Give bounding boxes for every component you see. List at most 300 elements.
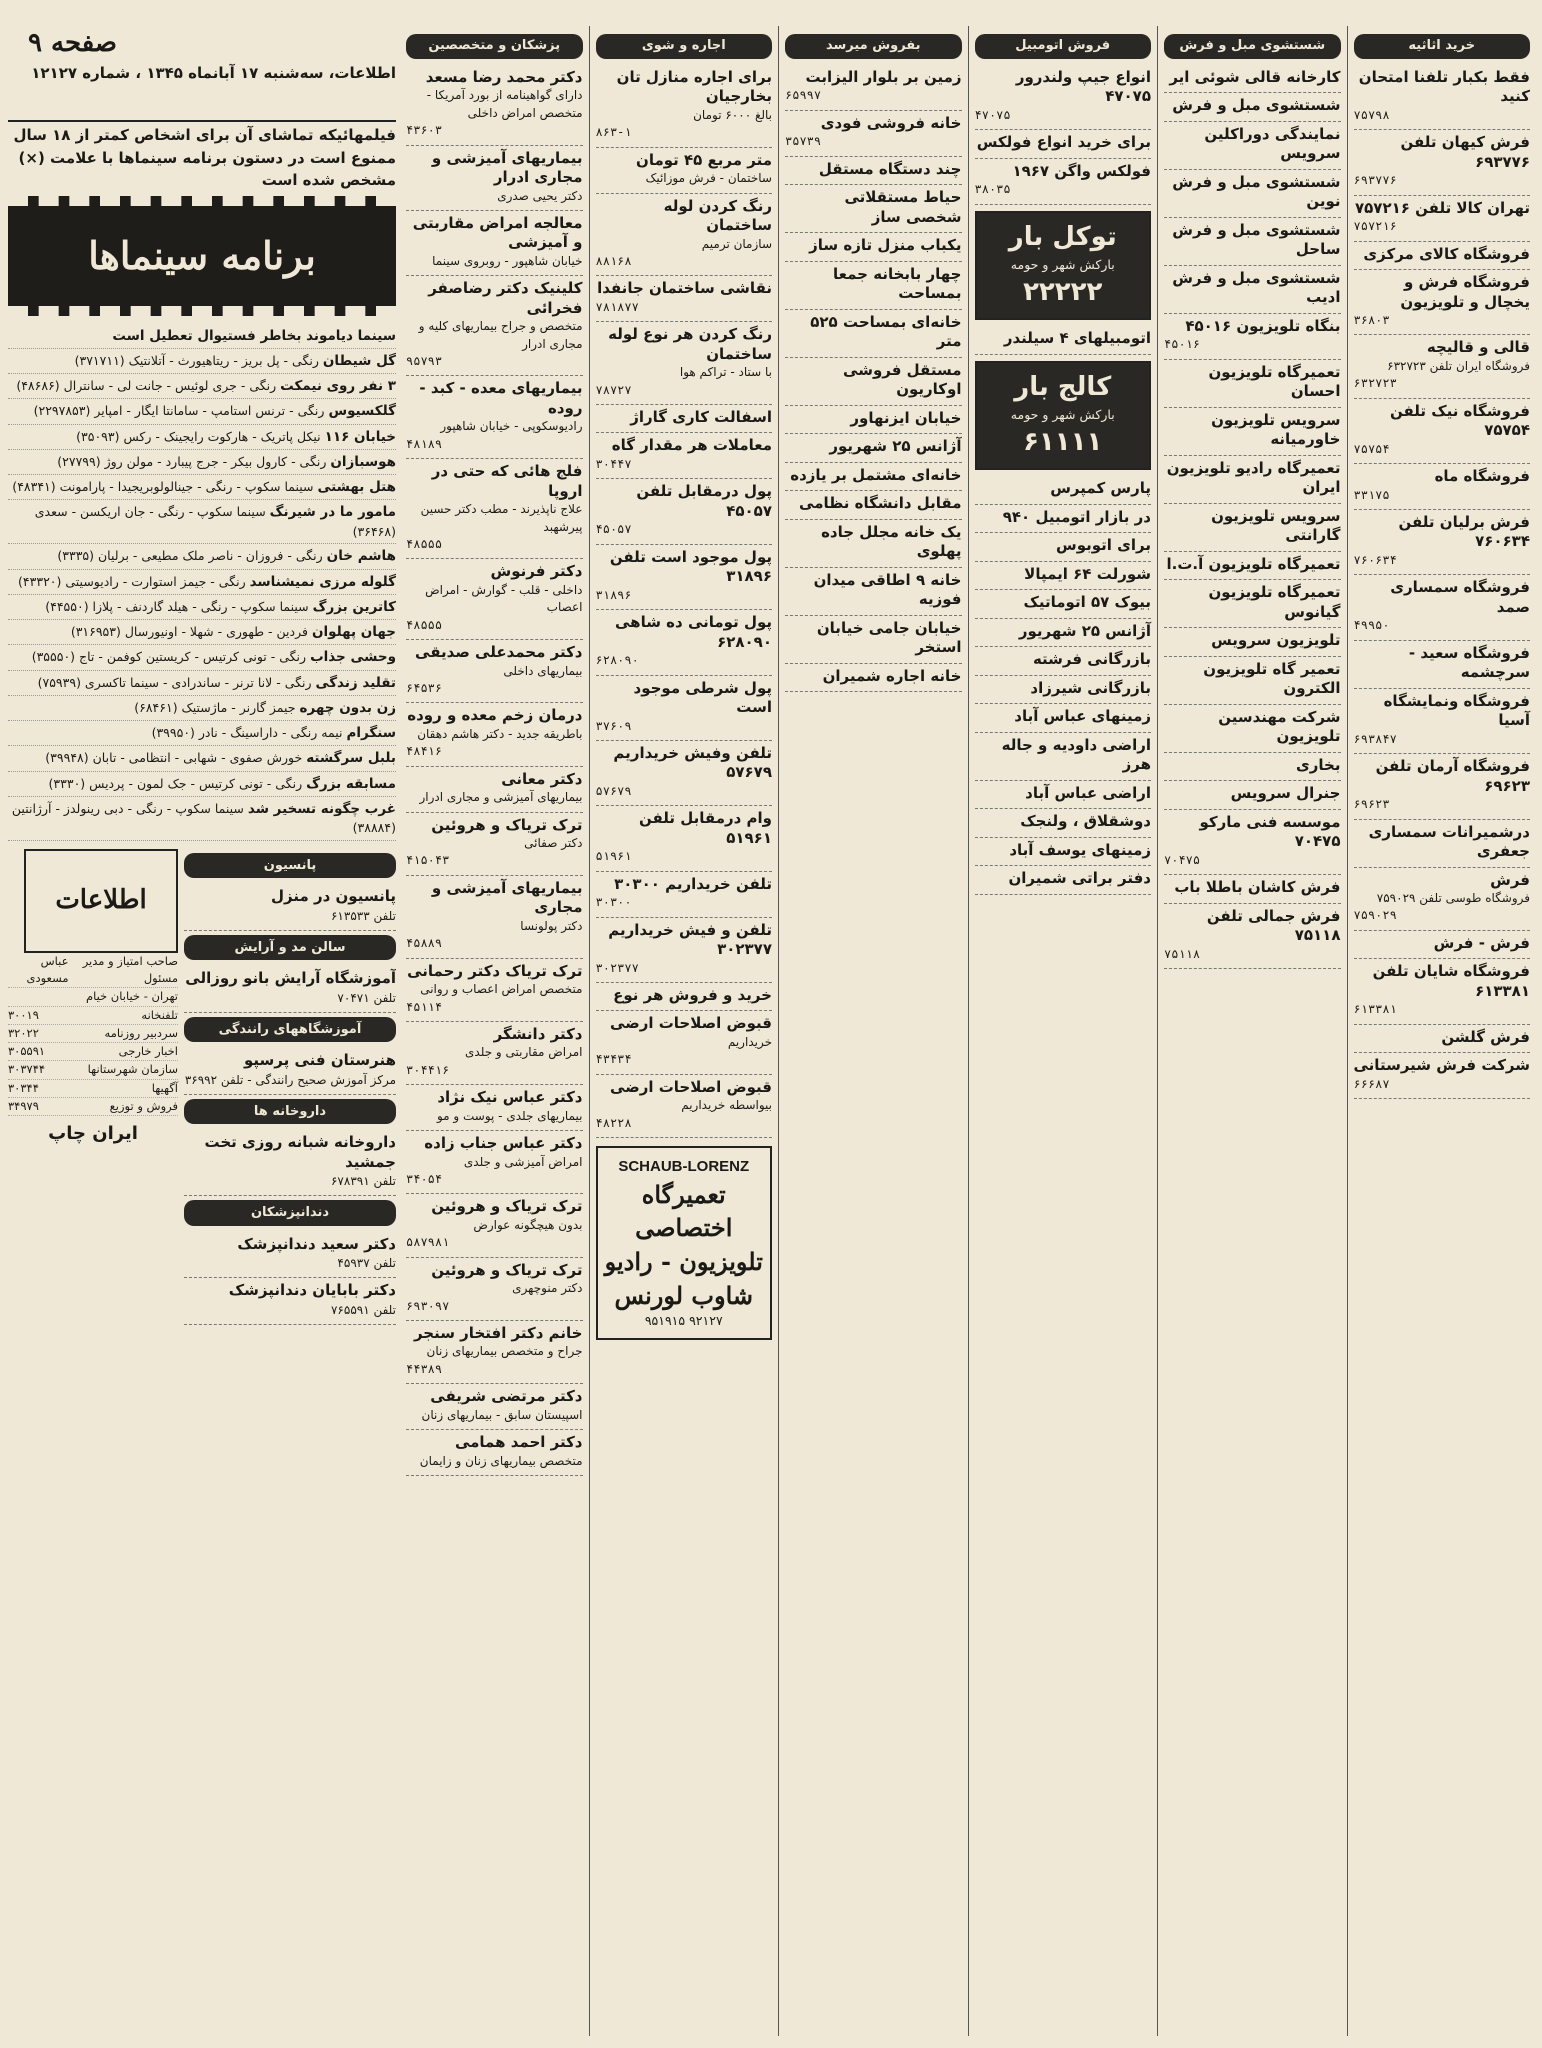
ad-title: زمینهای یوسف آباد [1009, 840, 1151, 859]
classified-ad [1354, 641, 1531, 689]
ad-title: اراضی داودیه و جاله هرز [1001, 735, 1151, 774]
ad-title: دکتر محمد رضا مسعد [425, 67, 583, 86]
classified-ad [406, 1321, 583, 1384]
ad-phone: ۹۵۷۹۳ [406, 354, 443, 369]
classified-ad [1164, 218, 1341, 266]
boxed-ad-phone: ۶۱۱۱۱ [1023, 427, 1103, 458]
ad-title: قبوض اصلاحات ارضی [610, 1077, 772, 1096]
ad-title: دکتر احمد همامی [454, 1433, 583, 1452]
section-header: پزشکان و متخصصین [406, 34, 583, 59]
cinema-entry [8, 475, 396, 500]
cinema-film-title: گلکسیوس [328, 403, 396, 420]
classified-ad [406, 1430, 583, 1476]
classified-ad [184, 1048, 396, 1095]
ad-phone: ۴۳۴۳۴ [595, 1052, 632, 1067]
publisher-line [8, 1043, 178, 1061]
cinema-film-detail: سینما سکوپ - رنگی - دبی رینولدز - آرژانتین (۳۸۸۸۴) [11, 800, 396, 835]
ad-phone: ۴۵۱۱۴ [406, 999, 443, 1014]
cinema-film-detail: رنگی - لانا ترنر - ساندرادی - سینما تاکسری (۷۵۹۳۹) [37, 674, 312, 690]
ad-body: علاج ناپذیرند - مطب دکتر حسین پیرشهبد [420, 502, 583, 534]
ad-phone: ۵۷۶۷۹ [595, 783, 632, 798]
classified-ad [406, 276, 583, 376]
classified-ad [406, 876, 583, 959]
ad-title: حیاط مستقلاتی شخصی ساز [844, 188, 962, 226]
publisher-line [8, 1080, 178, 1098]
cinema-entry [8, 349, 396, 374]
boxed-ad-title: توکل بار [1008, 221, 1117, 252]
cinema-film-title: بلبل سرگشته [306, 750, 396, 767]
classified-ad [596, 405, 773, 434]
classified-ad [975, 533, 1152, 562]
ad-body: دکتر منوچهری [512, 1281, 583, 1296]
cinema-film-title: هاشم خان [326, 548, 396, 565]
cinema-film-detail: رنگی - تونی کرتیس - جک لمون - پردیس (۳۳۳۰) [48, 775, 303, 791]
classified-ad [1164, 628, 1341, 657]
classified-ad [1354, 689, 1531, 754]
ad-title: پول موجود است تلفن ۳۱۸۹۶ [609, 547, 772, 586]
ad-title: تعمیر گاه تلویزیون الکترون [1203, 659, 1341, 698]
classified-ad [975, 676, 1152, 705]
classified-ad [406, 559, 583, 640]
ad-title: سرویس تلویزیون خاورمیانه [1211, 410, 1341, 449]
section-header: خرید اثاثیه [1354, 34, 1531, 59]
cinema-entry [8, 620, 396, 645]
ad-title: پول درمقابل تلفن ۴۵۰۵۷ [636, 482, 772, 520]
boxed-ad [975, 361, 1152, 471]
cinema-film-detail: رنگی - تونی کرتیس - کریستین کوفمن - تاج (۳۵۵۵۰) [31, 649, 307, 665]
classified-ad [406, 1258, 583, 1321]
ad-body: داخلی - قلب - گوارش - امراض اعصاب [425, 582, 583, 615]
ad-title: تعمیرگاه تلویزیون گیانوس [1208, 583, 1341, 621]
ad-title: جنرال سرویس [1230, 784, 1341, 803]
ad-phone: ۳۸۰۳۵ [974, 182, 1011, 197]
ad-title: فرش - فرش [1433, 933, 1530, 952]
classified-ad [596, 545, 773, 610]
classified-ad [975, 65, 1152, 130]
classified-ad [975, 619, 1152, 648]
section-header: پانسیون [184, 853, 396, 879]
cinema-film-title: مسابقه بزرگ [306, 775, 396, 792]
cinema-entry [8, 544, 396, 569]
ad-body: جراح و متخصص بیماریهای زنان [426, 1344, 583, 1359]
section-header: آموزشگاههای رانندگی [184, 1017, 396, 1043]
ad-body: خریداریم [727, 1034, 772, 1049]
classified-ad [596, 918, 773, 983]
classified-ad [406, 1131, 583, 1194]
ad-phone: ۴۵۰۱۶ [1164, 337, 1201, 352]
classified-ad [596, 1011, 773, 1074]
classified-ad [406, 211, 583, 276]
ad-phone: ۶۹۳۸۴۷ [1353, 731, 1397, 746]
ad-title: درشمیرانات سمساری جعفری [1368, 822, 1530, 861]
schaub-title: تعمیرگاه اختصاصی تلویزیون - رادیو شاوب لورنس [604, 1179, 763, 1310]
ad-title: بنگاه تلویزیون ۴۵۰۱۶ [1185, 316, 1341, 335]
ad-title: برای اتوبوس [1056, 536, 1151, 555]
cinema-film-title: غرب چگونه تسخیر شد [247, 800, 396, 817]
cinema-film-title: مامور ما در شیرنگ [269, 504, 396, 521]
ad-title: فروشگاه شایان تلفن ۶۱۳۳۸۱ [1372, 962, 1530, 1000]
classified-ad [406, 376, 583, 459]
ad-title: خانه‌ای مشتمل بر یازده [790, 465, 962, 484]
ad-title: سرویس تلویزیون گارانتی [1211, 506, 1341, 545]
classified-ad [975, 809, 1152, 838]
ad-phone: ۷۵۹۰۲۹ [1353, 908, 1397, 923]
cinema-film-detail: رنگی - ترنس استامپ - سامانتا ایگار - امپایر (۲۲۹۷۸۵۳) [33, 403, 325, 419]
classified-ad [785, 616, 962, 664]
classified-ad [1164, 781, 1341, 810]
classified-ad [596, 322, 773, 405]
ad-title: دکتر عباس جناب زاده [424, 1134, 583, 1153]
ad-title: شورلت ۶۴ ایمپالا [1024, 564, 1151, 583]
cinema-film-detail: نیمه رنگی - داراسینگ - نادر (۳۹۹۵۰) [151, 725, 343, 740]
section-header: فروش اتومبیل [975, 34, 1152, 59]
classified-ad [1164, 360, 1341, 408]
ad-title: هنرستان فنی پرسپو [244, 1051, 396, 1070]
boxed-ad-title: کالج بار [1014, 371, 1112, 402]
ad-title: فرش کیهان تلفن ۶۹۳۷۷۶ [1400, 133, 1530, 171]
cinema-film-title: تقلید زندگی [315, 674, 396, 691]
classified-ad [1164, 904, 1341, 969]
ad-title: قالی و قالیچه [1426, 338, 1530, 357]
ad-body: رادیوسکوپی - خیابان شاهپور [440, 419, 583, 434]
classified-ad [406, 1085, 583, 1131]
classified-ad [1164, 93, 1341, 122]
cinema-entry [8, 797, 396, 841]
ad-title: تعمیرگاه تلویزیون احسان [1208, 362, 1341, 401]
cinema-entry [8, 570, 396, 595]
ad-phone: ۶۹۳۰۹۷ [406, 1298, 450, 1313]
classified-ad [785, 185, 962, 233]
ad-phone: ۷۵۷۵۴ [1353, 441, 1390, 456]
small-sections [184, 849, 396, 1325]
classified-ad [1354, 510, 1531, 575]
masthead [8, 28, 396, 122]
boxed-ad-subtitle: بارکش شهر و حومه [1010, 257, 1115, 273]
publisher-value: ۳۰۳۷۴۴ [8, 1062, 46, 1077]
ad-phone: ۶۹۳۷۷۶ [1353, 173, 1397, 188]
ad-title: ترک تریاک و هروئین [431, 815, 583, 834]
cinema-film-title: خیابان ۱۱۶ [324, 428, 396, 445]
ad-title: فروشگاه فرش و یخچال و تلویزیون [1400, 273, 1530, 311]
classified-ad [785, 520, 962, 568]
ad-title: کلینیک دکتر رضاصفر فخرائی [428, 279, 583, 317]
ad-title: فروشگاه کالای مرکزی [1363, 244, 1530, 263]
ad-title: تعمیرگاه تلویزیون آ.ت.ا [1166, 554, 1341, 573]
cinema-column [8, 124, 396, 2034]
cinema-film-title: هوسبازان [330, 453, 396, 470]
ad-phone: ۷۸۷۲۷ [595, 382, 632, 397]
ad-title: شستشوی مبل و فرش [1172, 96, 1341, 115]
ad-body: ساختمان - فرش موزائیک [645, 171, 772, 186]
classified-ad [596, 983, 773, 1012]
cinema-film-title: سنگرام [346, 725, 396, 741]
ad-title: فقط بکبار تلفنا امتحان کنید [1358, 67, 1530, 106]
classified-ad [184, 1278, 396, 1325]
classified-ad [975, 704, 1152, 733]
ad-body: سازمان ترمیم [701, 236, 772, 251]
ad-body: بیواسطه خریداریم [681, 1098, 772, 1113]
publisher-value: عباس مسعودی [26, 953, 69, 985]
publisher-label: اخبار خارجی [118, 1044, 178, 1058]
cinema-film-detail: سینما سکوپ - رنگی - جینالولوبریجیدا - پارامونت (۴۸۳۴۱) [12, 479, 314, 494]
publisher-line [8, 1025, 178, 1043]
ad-phone: ۶۱۳۳۸۱ [1353, 1002, 1397, 1017]
classified-ad [596, 479, 773, 544]
ad-title: بازرگانی فرشته [1032, 650, 1151, 669]
ad-title: موسسه فنی مارکو ۷۰۴۷۵ [1199, 812, 1341, 851]
ad-title: چند دستگاه مستقل [818, 159, 962, 178]
ad-title: شستشوی مبل و فرش ساحل [1172, 220, 1341, 259]
ad-phone: ۳۰۴۴۷ [595, 456, 632, 471]
ad-title: بیماریهای آمیزشی و مجاری ادرار [431, 148, 583, 187]
ad-phone: ۳۰۲۳۷۷ [595, 960, 639, 975]
ad-title: یکباب منزل تازه ساز [809, 236, 962, 255]
classified-ad [785, 262, 962, 310]
ad-title: تلویزیون سرویس [1211, 631, 1341, 650]
ad-title: خرید و فروش هر نوع [613, 985, 772, 1004]
ad-phone: ۴۴۳۸۹ [406, 1361, 443, 1376]
ad-phone: ۴۸۴۱۶ [406, 744, 443, 759]
ad-title: مقابل دانشگاه نظامی [799, 494, 962, 513]
classified-ad [1354, 399, 1531, 464]
ad-body: امراض مقاربتی و جلدی [465, 1045, 583, 1060]
classified-ad [1164, 552, 1341, 581]
classified-ad [1164, 810, 1341, 875]
cinema-film-title: جهان پهلوان [311, 624, 396, 640]
ad-phone: ۳۰۴۴۱۶ [406, 1062, 450, 1077]
ad-body: اسپیستان سابق - بیماریهای زنان [421, 1407, 583, 1422]
classified-ad [1354, 65, 1531, 130]
cinema-film-detail: رنگی - فروزان - ناصر ملک مطیعی - برلیان (۳۳۳۵) [57, 548, 323, 564]
cinema-film-title: گل شیطان [322, 352, 396, 369]
ad-body: بالغ ۶۰۰۰ تومان [693, 107, 772, 122]
ad-title: شرکت فرش شیرستانی [1353, 1056, 1530, 1075]
cinema-film-title: کاترین بزرگ [312, 598, 396, 615]
classified-ad [184, 1130, 396, 1196]
ad-title: دکتر عباس نیک نژاد [437, 1088, 583, 1107]
classified-ad [406, 767, 583, 813]
publisher-label: آگهیها [151, 1080, 178, 1095]
classified-ad [1354, 868, 1531, 931]
ad-title: فروشگاه سعید - سرچشمه [1408, 643, 1530, 682]
classified-ad [1164, 580, 1341, 628]
ad-phone: ۴۸۵۵۵ [406, 537, 443, 552]
classified-ad [406, 1022, 583, 1085]
classified-ad [1164, 122, 1341, 170]
classified-ad [1164, 266, 1341, 314]
ad-title: بیماریهای آمیزشی و مجاری [431, 878, 583, 917]
ad-body: باطریقه جدید - دکتر هاشم دهقان [417, 726, 583, 741]
classified-ad [1164, 314, 1341, 360]
classified-ad [975, 866, 1152, 895]
publisher-label: تهران - خیابان خیام [85, 989, 178, 1004]
ad-title: انواع جیپ ولندرور ۴۷۰۷۵ [1015, 67, 1151, 106]
ad-body: بیماریهای داخلی [503, 663, 583, 678]
boxed-ad-phone: ۲۲۲۲۲ [1023, 277, 1103, 308]
printer-name: ایران چاپ [48, 1123, 138, 1144]
cinema-entry [8, 746, 396, 771]
ad-body: بیماریهای جلدی - پوست و مو [436, 1108, 583, 1123]
ad-phone: ۷۵۱۱۸ [1164, 946, 1201, 961]
bottom-left-block [8, 849, 396, 1325]
classified-ad [406, 959, 583, 1022]
ad-phone: ۷۰۴۷۵ [1164, 852, 1201, 867]
publisher-box [8, 849, 178, 1325]
ad-title: دکتر دانشگر [493, 1024, 583, 1043]
classified-column [968, 26, 1158, 2036]
ad-title: ترک تریاک دکتر رحمانی [407, 961, 583, 980]
ad-title: معالجه امراض مقاربتی و آمیزشی [412, 213, 583, 252]
page-number: صفحه ۹ [28, 28, 117, 58]
classified-column [400, 26, 589, 2036]
classified-ad [785, 463, 962, 492]
ad-title: خیابان ایزنهاور [850, 408, 962, 427]
cinema-entry [8, 399, 396, 424]
ad-title: ترک تریاک و هروئین [431, 1197, 583, 1216]
classified-ad [1164, 170, 1341, 218]
cinema-entry [8, 374, 396, 399]
classified-ad [1164, 875, 1341, 904]
classified-ad [1354, 931, 1531, 960]
ad-title: کارخانه قالی شوئی ایر [1169, 67, 1341, 86]
ad-title: تلفن وفیش خریداریم ۵۷۶۷۹ [613, 743, 772, 782]
ad-title: بازرگانی شیرزاد [1030, 678, 1151, 697]
ad-phone: ۶۴۵۳۶ [406, 680, 443, 695]
ad-body: تلفن ۴۵۹۳۷ [337, 1256, 396, 1271]
cinema-film-title: ۳ نفر روی نیمکت [280, 378, 396, 394]
publisher-label: سازمان شهرستانها [87, 1062, 178, 1077]
ad-title: آموزشگاه آرایش بانو روزالی [185, 969, 396, 988]
ad-phone: ۴۱۵۰۴۳ [406, 853, 450, 868]
classified-ad [785, 233, 962, 262]
ad-title: فروشگاه ونمایشگاه آسیا [1383, 691, 1530, 730]
publisher-value: ۳۴۹۷۹ [8, 1098, 39, 1113]
ad-title: پول شرطی موجود است [633, 678, 772, 717]
ad-title: ترک تریاک و هروئین [431, 1260, 583, 1279]
classified-ad [596, 65, 773, 148]
ad-title: آژانس ۲۵ شهریور [1018, 621, 1151, 640]
classified-ad [1354, 575, 1531, 640]
classified-ad [1164, 65, 1341, 94]
ad-title: خانم دکتر افتخار سنجر [413, 1323, 583, 1342]
ad-title: در بازار اتومبیل ۹۴۰ [1002, 507, 1151, 526]
section-header: شستشوی مبل و فرش [1164, 34, 1341, 59]
classified-ad [406, 703, 583, 766]
ad-body: متخصص بیماریهای زنان و زایمان [419, 1453, 583, 1468]
ad-title: تلفن خریداریم ۳۰۳۰۰ [614, 874, 772, 893]
ad-title: دفتر براتی شمیران [1008, 869, 1151, 888]
ad-body: بدون هیچگونه عوارض [473, 1217, 583, 1232]
classified-ad [785, 310, 962, 358]
ad-body: فروشگاه ایران تلفن ۶۳۲۷۲۳ [1387, 358, 1530, 373]
classified-ad [1354, 196, 1531, 242]
ad-phone: ۷۵۷۹۸ [1353, 107, 1390, 122]
ad-phone: ۶۵۹۹۷ [785, 88, 822, 103]
ad-title: تعمیرگاه رادیو تلویزیون ایران [1166, 458, 1341, 497]
ad-phone: ۳۷۶۰۹ [595, 718, 632, 733]
schaub-lorenz-ad [596, 1146, 773, 1340]
cinema-film-title: زن بدون چهره [299, 699, 396, 716]
ad-title: نمایندگی دوراکلین سرویس [1204, 124, 1341, 163]
ad-phone: ۴۸۲۲۸ [595, 1115, 632, 1130]
classified-ad [785, 664, 962, 693]
ad-title: وام درمقابل تلفن ۵۱۹۶۱ [638, 809, 772, 847]
ad-title: اتومبیلهای ۴ سیلندر [1003, 329, 1151, 348]
publisher-line [8, 988, 178, 1006]
classified-ad [975, 476, 1152, 505]
ad-title: متر مربع ۴۵ تومان [636, 150, 772, 169]
ad-title: پانسیون در منزل [270, 887, 396, 906]
publisher-line [8, 1007, 178, 1025]
ad-title: یک خانه مجلل جاده پهلوی [821, 522, 962, 561]
cinema-entry [8, 450, 396, 475]
newspaper-logo [24, 849, 178, 953]
classified-ad [406, 459, 583, 559]
cinema-entry [8, 595, 396, 620]
ad-title: شستشوی مبل و فرش ادیب [1172, 268, 1341, 307]
cinema-film-detail: سینما سکوپ - رنگی - هیلد گاردنف - پلازا (۴۴۵۵۰) [45, 598, 309, 614]
classified-column [589, 26, 779, 2036]
cinema-film-detail: رنگی - جیمز استوارت - رادیوسیتی (۴۳۳۲۰) [18, 573, 246, 589]
ad-phone: ۶۳۲۷۲۳ [1353, 376, 1397, 391]
ad-title: رنگ کردن هر نوع لوله ساختمان [608, 325, 772, 363]
classified-ad [1354, 130, 1531, 195]
classified-ad [975, 838, 1152, 867]
ad-title: دکتر بابایان دندانپزشک [228, 1281, 396, 1300]
ad-body: دکتر یحیی صدری [497, 188, 583, 203]
cinema-film-detail: خورش صفوی - شهابی - انتظامی - تابان (۳۹۹۴۸) [45, 750, 303, 766]
ad-phone: ۳۳۱۷۵ [1353, 487, 1390, 502]
ad-phone: ۳۰۳۰۰ [595, 895, 632, 910]
cinema-entry [8, 425, 396, 450]
cinema-entry [8, 671, 396, 696]
ad-phone: ۴۷۰۷۵ [974, 107, 1011, 122]
ad-title: تلفن و فیش خریداریم ۳۰۲۳۷۷ [608, 920, 772, 959]
ad-body: امراض آمیزشی و جلدی [463, 1154, 583, 1169]
ad-phone: ۴۹۹۵۰ [1353, 618, 1390, 633]
classified-ad [596, 806, 773, 871]
classified-ad [1164, 657, 1341, 705]
publisher-value: ۳۲۰۲۲ [8, 1025, 39, 1040]
classified-ad [785, 568, 962, 616]
cinema-film-detail: نیکل پاتریک - هارکوت رایجینک - رکس (۳۵۰۹۳) [76, 428, 321, 444]
ad-body: دکتر صفائی [524, 836, 583, 851]
classified-ad [1164, 456, 1341, 504]
classified-ad [785, 434, 962, 463]
ad-title: پول تومانی ده شاهی ۶۲۸۰۹۰ [615, 613, 772, 651]
cinema-film-detail: رنگی - کارول بیکر - جرج پیبارد - مولن روژ (۲۷۷۹۹) [57, 453, 327, 469]
ad-phone: ۶۲۸۰۹۰ [595, 653, 639, 668]
classified-ad [184, 966, 396, 1013]
classified-ad [596, 1075, 773, 1138]
classified-ad [596, 872, 773, 918]
publisher-label: سردبیر روزنامه [104, 1025, 178, 1040]
ad-title: برای اجاره منازل تان بخارجیان [616, 67, 772, 106]
ad-title: مستقل فروشی اوکاریون [843, 360, 962, 399]
dateline: اطلاعات، سه‌شنبه ۱۷ آبانماه ۱۳۴۵ ، شماره ۱۲۱۲۷ [31, 64, 396, 82]
ad-phone: ۵۱۹۶۱ [595, 849, 632, 864]
ad-phone: ۳۵۷۳۹ [785, 134, 822, 149]
ad-title: فرش کاشان باطلا باب [1174, 878, 1341, 897]
publisher-line [8, 953, 178, 989]
ad-title: تهران کالا تلفن ۷۵۷۲۱۶ [1355, 198, 1530, 217]
ad-title: داروخانه شبانه روزی تخت جمشید [204, 1133, 396, 1171]
ad-body: تلفن ۶۷۸۳۹۱ [330, 1174, 396, 1189]
classified-ad [596, 194, 773, 277]
cinema-banner: برنامه سینماها [8, 196, 396, 316]
ad-title: خانه ۹ اطاقی میدان فوزیه [813, 570, 962, 609]
cinema-film-detail: سینما سکوپ - رنگی - جان اریکسن - سعدی (۳۶۴۶۸) [34, 504, 396, 539]
